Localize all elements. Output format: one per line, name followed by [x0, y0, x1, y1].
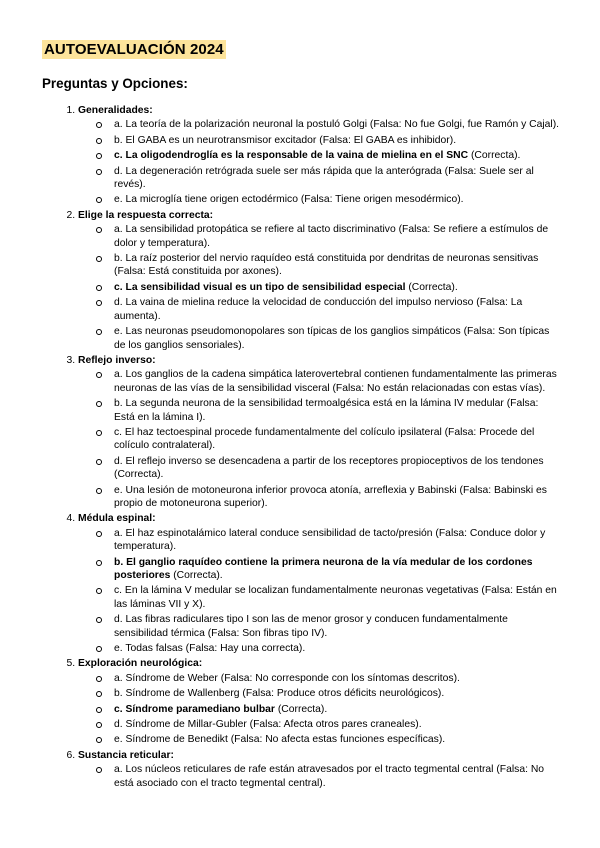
option-item [114, 763, 560, 790]
option-list [78, 118, 560, 206]
question-title: Sustancia reticular: [78, 749, 175, 761]
option-item [114, 193, 560, 206]
option-text: a. Los ganglios de la cadena simpática laterovertebral contienen fundamentalmente las primeras neuronas de las vías de la sensibilidad visceral (Falsa: No están relacionadas con estas vías). [114, 369, 557, 394]
option-item [114, 527, 560, 554]
question-list [0, 104, 600, 792]
option-item [114, 642, 560, 655]
section-subtitle: Preguntas y Opciones: [42, 76, 188, 91]
option-item [114, 455, 560, 482]
option-item [114, 687, 560, 700]
option-text: c. En la lámina V medular se localizan fundamentalmente neuronas vegetativas (Falsa: Están en las láminas VII y X). [114, 585, 557, 610]
option-correct-text: b. El ganglio raquídeo contiene la primera neurona de la vía medular de los cordones posteriores [114, 556, 533, 581]
option-item [114, 718, 560, 731]
option-item [114, 397, 560, 424]
question-item [78, 749, 600, 790]
option-item [114, 613, 560, 640]
option-item [114, 733, 560, 746]
option-text: a. La teoría de la polarización neuronal la postuló Golgi (Falsa: No fue Golgi, fue Ramón y Cajal). [114, 119, 560, 131]
question-title: Médula espinal: [78, 513, 156, 525]
option-correct-label: (Correcta). [170, 570, 223, 581]
option-text: b. La segunda neurona de la sensibilidad termoalgésica está en la lámina IV medular (Falsa: Está en la lámina I). [114, 398, 539, 423]
option-text: e. Las neuronas pseudomonopolares son típicas de los ganglios simpáticos (Falsa: Son típicas de los ganglios sensoriales). [114, 326, 550, 351]
question-title: Generalidades: [78, 105, 153, 116]
option-item [114, 118, 560, 131]
option-list [78, 527, 560, 656]
option-text: e. Síndrome de Benedikt (Falsa: No afecta estas funciones específicas). [114, 734, 446, 746]
option-list [78, 223, 560, 352]
option-correct-text: c. Síndrome paramediano bulbar [114, 703, 275, 715]
option-text: b. Síndrome de Wallenberg (Falsa: Produce otros déficits neurológicos). [114, 688, 445, 700]
option-item [114, 296, 560, 323]
option-item [114, 672, 560, 685]
option-text: d. La degeneración retrógrada suele ser más rápida que la anterógrada (Falsa: Suele ser al revés). [114, 165, 534, 191]
question-title: Exploración neurológica: [78, 658, 203, 670]
option-item [114, 252, 560, 279]
option-text: a. La sensibilidad protopática se refiere al tacto discriminativo (Falsa: Se refiere a estímulos de dolor y temperatura). [114, 224, 549, 249]
option-text: a. El haz espinotalámico lateral conduce sensibilidad de tacto/presión (Falsa: Conduce dolor y temperatura). [114, 527, 546, 553]
question-item [78, 209, 600, 352]
option-item [114, 484, 560, 511]
option-item-correct [114, 703, 560, 716]
option-item [114, 368, 560, 395]
option-text: d. El reflejo inverso se desencadena a partir de los receptores propioceptivos de los tendones (Correcta). [114, 455, 544, 481]
question-title: Elige la respuesta correcta: [78, 209, 214, 221]
question-item [78, 354, 600, 510]
option-text: b. La raíz posterior del nervio raquídeo está constituida por dendritas de neuronas sensitivas (Falsa: Está constituida por axones). [114, 253, 539, 278]
option-list [78, 368, 560, 510]
option-text: a. Los núcleos reticulares de rafe están atravesados por el tracto tegmental central (Falsa: No está asociado con el tracto tegmental central). [114, 764, 545, 789]
question-item [78, 657, 600, 746]
option-item [114, 325, 560, 352]
option-item-correct [114, 149, 560, 162]
option-item [114, 426, 560, 453]
option-item-correct [114, 281, 560, 294]
question-item [78, 512, 600, 655]
document-title: AUTOEVALUACIÓN 2024 [44, 41, 224, 58]
option-item [114, 134, 560, 147]
option-correct-label: (Correcta). [468, 150, 521, 162]
option-correct-text: c. La sensibilidad visual es un tipo de sensibilidad especial [114, 281, 406, 293]
option-item [114, 165, 560, 192]
option-item-correct [114, 556, 560, 583]
option-item [114, 584, 560, 611]
option-correct-text: c. La oligodendroglía es la responsable de la vaina de mielina en el SNC [114, 150, 469, 162]
option-correct-label: (Correcta). [405, 281, 458, 293]
option-text: c. El haz tectoespinal procede fundamentalmente del colículo ipsilateral (Falsa: Procede del colículo contralateral). [114, 426, 535, 452]
option-list [78, 672, 560, 747]
option-text: d. Las fibras radiculares tipo I son las de menor grosor y conducen fundamentalmente sensibilidad térmica (Falsa: Son fibras tipo IV). [114, 614, 508, 639]
option-text: e. Todas falsas (Falsa: Hay una correcta). [114, 643, 306, 655]
option-text: b. El GABA es un neurotransmisor excitador (Falsa: El GABA es inhibidor). [114, 134, 457, 146]
question-item [78, 104, 600, 207]
option-text: e. Una lesión de motoneurona inferior provoca atonía, arreflexia y Babinski (Falsa: Babinski es propio de motoneurona superior). [114, 484, 547, 509]
option-correct-label: (Correcta). [274, 703, 328, 715]
option-text: d. La vaina de mielina reduce la velocidad de conducción del impulso nervioso (Falsa: La aumenta). [114, 297, 523, 322]
option-item [114, 223, 560, 250]
option-text: a. Síndrome de Weber (Falsa: No corresponde con los síntomas descritos). [114, 672, 460, 684]
question-title: Reflejo inverso: [78, 354, 156, 366]
option-list [78, 763, 560, 790]
option-text: e. La microglía tiene origen ectodérmico (Falsa: Tiene origen mesodérmico). [114, 194, 464, 206]
option-text: d. Síndrome de Millar-Gubler (Falsa: Afecta otros pares craneales). [114, 719, 422, 731]
